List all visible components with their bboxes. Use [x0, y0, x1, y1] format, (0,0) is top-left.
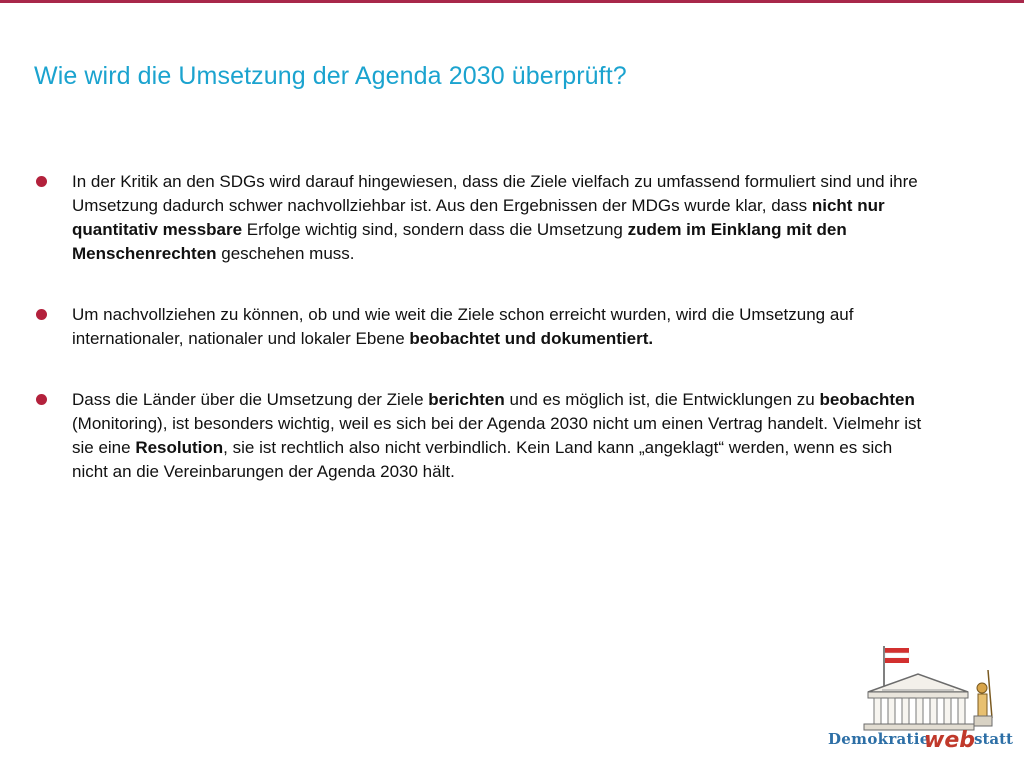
- logo-text-web: web: [924, 728, 975, 753]
- bullet-item-1: [36, 170, 926, 266]
- bullet-text: [72, 390, 921, 481]
- bullet-item-3: [36, 388, 926, 484]
- text-segment: und es möglich ist, die Entwicklungen zu: [504, 390, 820, 409]
- top-rule: [0, 0, 1024, 3]
- bullet-text: [72, 305, 853, 348]
- bold-phrase: beobachtet und dokumentiert.: [409, 329, 654, 348]
- text-segment: Dass die Länder über die Umsetzung der Ziele: [72, 390, 429, 409]
- bullet-dot-icon: [36, 176, 47, 187]
- text-segment: In der Kritik an den SDGs wird darauf hingewiesen, dass die Ziele vielfach zu umfassend formuliert sind und ihre Umsetzung dadurch schwer nachvollziehbar ist. Aus den Ergebnissen der MDGs wurde klar, dass: [72, 172, 918, 215]
- bullet-dot-icon: [36, 394, 47, 405]
- bold-phrase: Resolution: [135, 438, 224, 457]
- logo-text-statt: statt: [974, 730, 1013, 748]
- text-segment: Erfolge wichtig sind, sondern dass die Umsetzung: [242, 220, 628, 239]
- bold-phrase: berichten: [428, 390, 505, 409]
- bold-phrase: beobachten: [819, 390, 915, 409]
- bullet-text: [72, 172, 918, 263]
- text-segment: (Monitoring), ist besonders wichtig, weil es sich bei der Agenda 2030 nicht um einen Vertrag handelt. Vielmehr ist sie eine: [72, 414, 922, 457]
- bullet-item-2: [36, 303, 926, 351]
- demokratiewebstatt-logo[interactable]: [822, 640, 1018, 764]
- parliament-building-icon: [822, 640, 1018, 736]
- bullet-list: [36, 170, 926, 521]
- text-segment: Um nachvollziehen zu können, ob und wie weit die Ziele schon erreicht wurden, wird die Umsetzung auf internationaler, nationaler und lokaler Ebene: [72, 305, 854, 348]
- text-segment: , sie ist rechtlich also nicht verbindlich. Kein Land kann „angeklagt“ werden, wenn es sich nicht an die Vereinbarungen der Agenda 2030 hält.: [72, 438, 893, 481]
- text-segment: geschehen muss.: [216, 244, 355, 263]
- bullet-dot-icon: [36, 309, 47, 320]
- bold-phrase: zudem im Einklang mit den Menschenrechten: [72, 220, 847, 263]
- logo-wordmark: [826, 726, 1022, 760]
- bold-phrase: nicht nur quantitativ messbare: [72, 196, 885, 239]
- logo-text-demokratie: Demokratie: [828, 730, 930, 748]
- slide-title: Wie wird die Umsetzung der Agenda 2030 überprüft?: [34, 62, 627, 90]
